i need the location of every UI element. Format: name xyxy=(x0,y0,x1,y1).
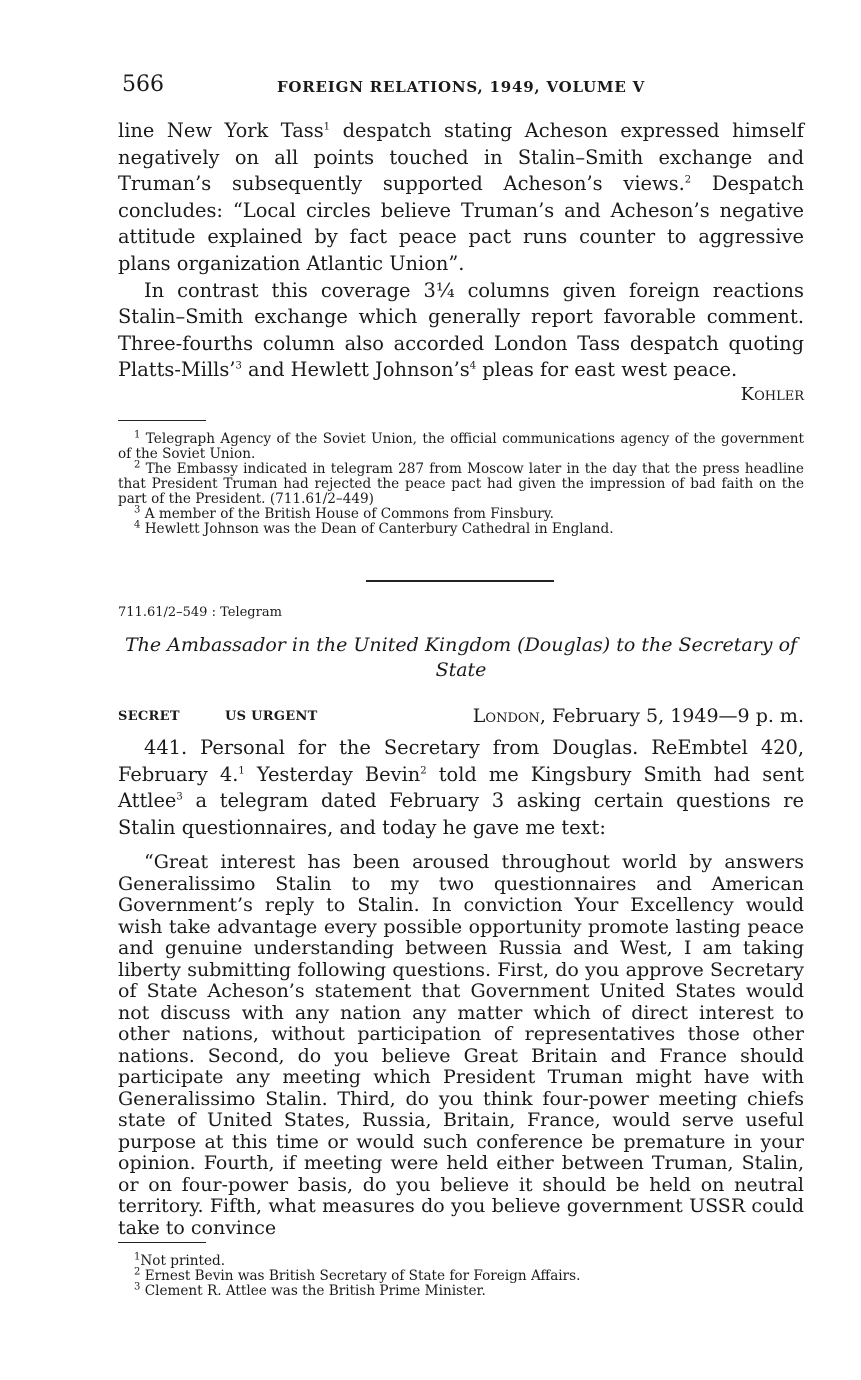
footnote-number: 1 xyxy=(134,429,141,441)
footnote-ref: 2 xyxy=(684,174,692,186)
footnote xyxy=(118,459,804,507)
footnote xyxy=(118,1266,804,1284)
paragraph xyxy=(118,278,804,384)
text-run: 441. Personal for the Secretary from Douglas. ReEmbtel 420, February 4. xyxy=(118,736,804,786)
footnote xyxy=(118,504,804,522)
text-run: In contrast this coverage 3¼ columns given foreign reactions Stalin–Smith exchange which generally report favorable comment. Three-fourths column also accorded London Tass despatch quoting Platts-Mills’ xyxy=(118,278,804,382)
quoted-telegram xyxy=(118,852,804,1239)
footnote-ref: 4 xyxy=(469,360,477,372)
document-id xyxy=(118,605,804,620)
footnote-rule xyxy=(118,420,206,421)
place: London xyxy=(472,705,540,727)
signature: Kohler xyxy=(740,383,804,405)
classification: SECRET xyxy=(118,709,180,724)
footnote xyxy=(118,519,804,537)
footnote-ref: 2 xyxy=(420,765,427,777)
footnote-number: 3 xyxy=(134,504,141,516)
date: , February 5, 1949—9 p. m. xyxy=(539,705,804,727)
continued-text xyxy=(118,118,804,405)
footnote xyxy=(118,429,805,462)
footnote-text: Hewlett Johnson was the Dean of Canterbury Cathedral in England. xyxy=(144,521,614,537)
page-header xyxy=(118,72,804,102)
date-place xyxy=(473,705,804,727)
footnotes-bottom xyxy=(118,1251,804,1299)
footnote-text: A member of the British House of Commons from Finsbury. xyxy=(144,506,554,522)
footnote-text: Clement R. Attlee was the British Prime Minister. xyxy=(144,1283,486,1299)
text-run: a telegram dated February 3 asking certain questions re Stalin questionnaires, and today he gave me text: xyxy=(118,789,804,839)
footnote xyxy=(118,1251,804,1269)
document-heading: The Ambassador in the United Kingdom (Douglas) to the Secretary of State xyxy=(124,634,798,681)
text-run: Despatch concludes: “Local circles believe Truman’s and Acheson’s negative attitude explained by fact peace pact runs counter to aggressive plans organization Atlantic Union”. xyxy=(118,172,804,275)
footnote-text: Ernest Bevin was British Secretary of State for Foreign Affairs. xyxy=(144,1268,581,1284)
text-run: Yesterday Bevin xyxy=(244,762,421,786)
paragraph xyxy=(118,735,804,841)
footnote-ref: 1 xyxy=(238,765,245,777)
footnote-text: The Embassy indicated in telegram 287 from Moscow later in the day that the press headline that President Truman had rejected the peace pact had given the impression of bad faith on the part of the President. (711.61/2–449) xyxy=(118,461,804,507)
paragraph xyxy=(118,118,804,278)
page-number: 566 xyxy=(122,72,164,97)
text-run: pleas for east west peace. xyxy=(476,358,738,382)
text-run: line New York Tass xyxy=(118,119,324,142)
footnote-ref: 3 xyxy=(235,360,242,372)
telegram-body xyxy=(118,735,804,841)
dateline xyxy=(118,705,804,731)
footnote xyxy=(118,1281,804,1299)
footnote-number: 2 xyxy=(134,1266,141,1278)
footnote-ref: 1 xyxy=(323,121,331,133)
text-run: despatch stating Acheson expressed himself negatively on all points touched in Stalin–Smith exchange and Truman’s subsequently supported Acheson’s views. xyxy=(118,119,804,196)
footnote-ref: 3 xyxy=(176,791,183,803)
footnote-rule xyxy=(118,1242,206,1243)
section-divider xyxy=(366,580,554,582)
document-heading-block xyxy=(118,633,804,683)
text-run: and Hewlett Johnson’s xyxy=(241,358,470,382)
footnote-number: 4 xyxy=(134,519,141,531)
file-number: 711.61/2–549 : Telegram xyxy=(118,605,282,620)
footnote-number: 2 xyxy=(134,459,141,471)
running-head: FOREIGN RELATIONS, 1949, VOLUME V xyxy=(276,78,646,96)
footnote-number: 3 xyxy=(134,1281,141,1293)
text-run: told me Kingsbury Smith had sent Attlee xyxy=(118,762,804,813)
urgency: US URGENT xyxy=(225,709,318,724)
footnote-text: Not printed. xyxy=(140,1253,226,1269)
quote-paragraph: “Great interest has been aroused throughout world by answers Generalissimo Stalin to my two questionnaires and American Government’s reply to Stalin. In conviction Your Excellency would wish take advantage every possible opportunity promote lasting peace and genuine understanding between Russia and West, I am taking liberty submitting following questions. First, do you approve Secretary of State Acheson’s statement that Government United States would not discuss with any nation any matter which of direct interest to other nations, without participation of representatives those other nations. Second, do you believe Great Britain and France should participate any meeting which President Truman might have with Generalissimo Stalin. Third, do you think four-power meeting chiefs state of United States, Russia, Britain, France, would serve useful purpose at this time or would such conference be premature in your opinion. Fourth, if meeting were held either between Truman, Stalin, or on four-power basis, do you believe it should be held on neutral territory. Fifth, what measures do you believe government USSR could take to convince xyxy=(118,851,804,1239)
footnote-number: 1 xyxy=(134,1251,141,1263)
footnotes-top xyxy=(118,429,805,537)
footnote-text: Telegraph Agency of the Soviet Union, the official communications agency of the government of the Soviet Union. xyxy=(118,431,805,462)
